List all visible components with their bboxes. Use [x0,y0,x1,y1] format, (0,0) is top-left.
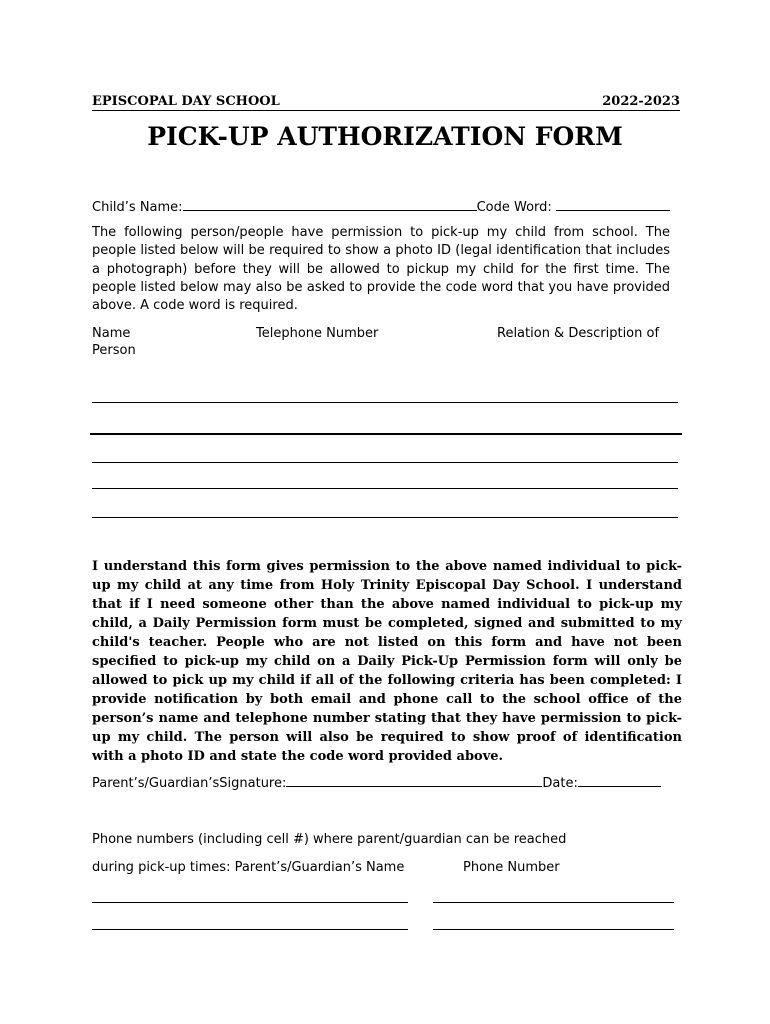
school-name: EPISCOPAL DAY SCHOOL [92,94,280,109]
child-name-field[interactable] [183,198,477,211]
signature-label: Parent’s/Guardian’sSignature: [92,776,287,791]
column-phone-header: Telephone Number [256,326,379,341]
column-relation-header: Relation & Description of [497,326,660,341]
contacts-line-1: Phone numbers (including cell #) where parent/guardian can be reached [92,832,567,847]
authorized-person-line-5[interactable] [92,517,678,518]
code-word-label: Code Word: [476,200,552,215]
form-header [92,94,680,111]
guardian-name-line-1[interactable] [92,902,408,903]
guardian-phone-line-2[interactable] [433,929,674,930]
intro-paragraph: The following person/people have permission to pick-up my child from school. The people listed below will be required to show a photo ID (legal identification that includes a photograph) before they will be allowed to pickup my child for the first time. The people listed below may also be asked to provide the code word that you have provided above. A code word is required. [92,225,670,314]
column-person-header: Person [92,343,136,358]
authorized-person-line-1[interactable] [92,402,678,403]
contacts-phone-label: Phone Number [463,860,560,875]
signature-row [92,774,678,791]
date-label: Date: [542,776,578,791]
authorized-person-line-4[interactable] [92,488,678,489]
child-name-label: Child’s Name: [92,200,183,215]
signature-field[interactable] [286,774,542,787]
date-field[interactable] [578,774,661,787]
contacts-line-2: during pick-up times: Parent’s/Guardian’s Name [92,860,405,875]
authorized-person-line-2[interactable] [90,433,682,435]
guardian-phone-line-1[interactable] [433,902,674,903]
child-info-row [92,198,670,215]
column-name-header: Name [92,326,131,341]
school-year: 2022-2023 [602,94,680,109]
permission-statement: I understand this form gives permission to the above named individual to pick-up my child at any time from Holy Trinity Episcopal Day School. I understand that if I need someone other than the above named individual to pick-up my child, a Daily Permission form must be completed, signed and submitted to my child's teacher. People who are not listed on this form and have not been specified to pick-up my child on a Daily Pick-Up Permission form will only be allowed to pick up my child if all of the following criteria has been completed: I provide notification by both email and phone call to the school office of the person’s name and telephone number stating that they have permission to pick- up my child. The person will also be required to show proof of identification with a photo ID and state the code word provided above. [92,559,682,764]
code-word-field[interactable] [556,198,670,211]
form-title: PICK-UP AUTHORIZATION FORM [147,122,623,151]
guardian-name-line-2[interactable] [92,929,408,930]
authorized-person-line-3[interactable] [92,462,678,463]
